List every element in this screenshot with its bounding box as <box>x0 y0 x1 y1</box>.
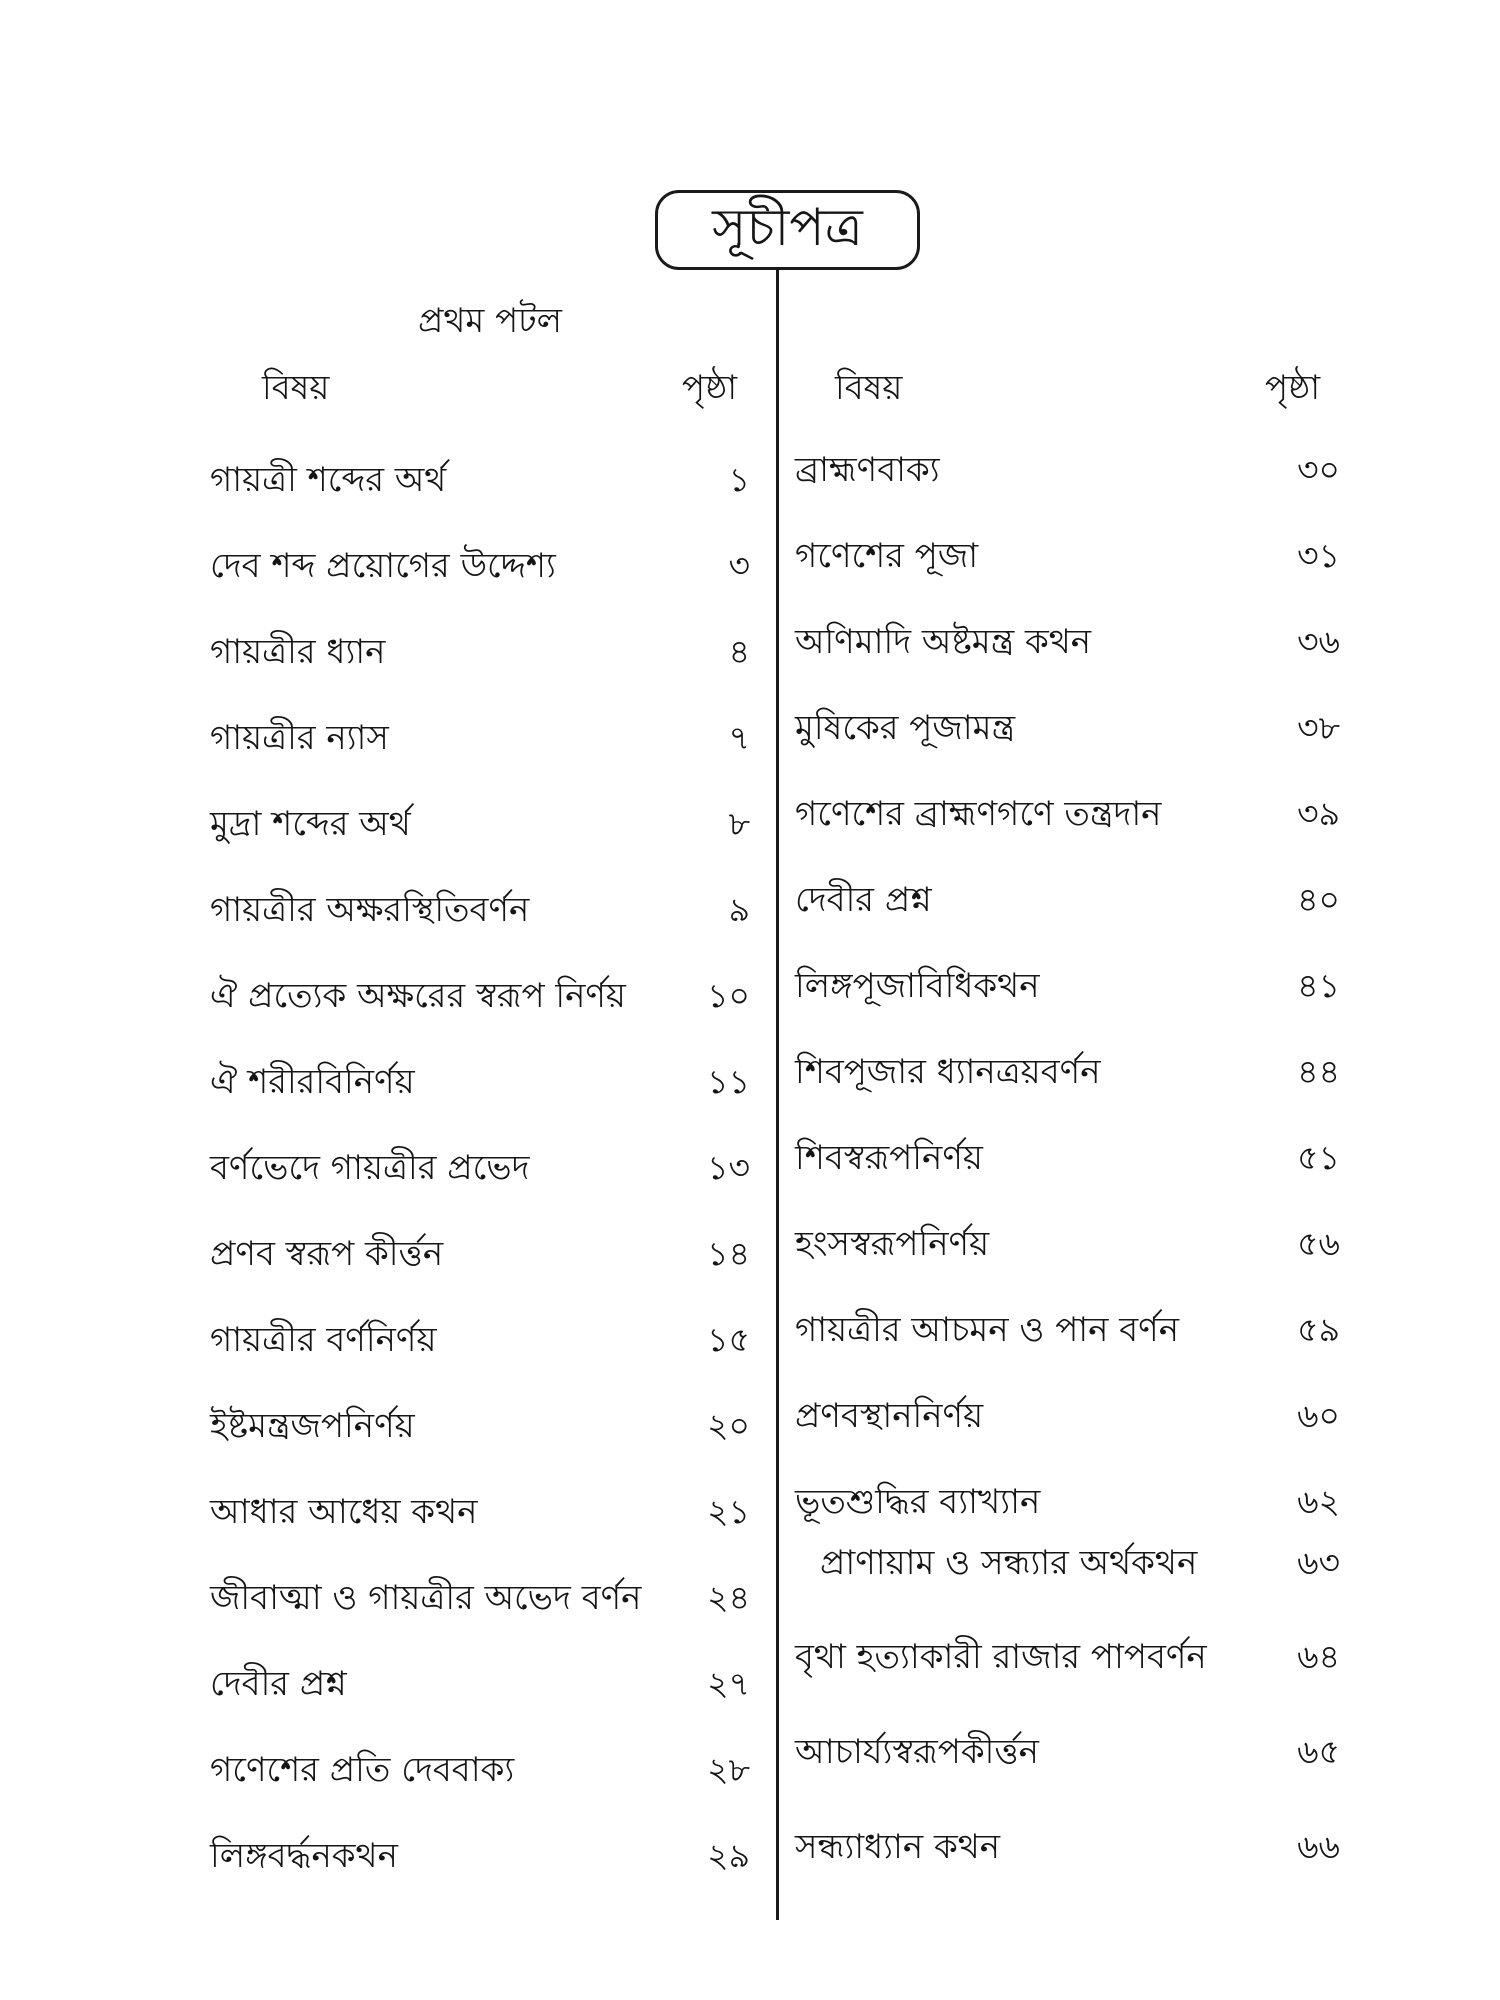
entry-subject: লিঙ্গপূজাবিধিকথন <box>795 966 1040 1006</box>
entry-page: ৫৯ <box>1297 1310 1340 1349</box>
toc-entry <box>210 1659 750 1709</box>
toc-entry <box>210 885 750 935</box>
column-divider <box>776 270 779 1920</box>
entry-page: ৬৪ <box>1297 1637 1340 1676</box>
toc-entry <box>795 875 1340 925</box>
entry-subject: অণিমাদি অষ্টমন্ত্র কথন <box>795 622 1092 662</box>
toc-entry <box>795 1727 1340 1777</box>
entry-subject: ইষ্টমন্ত্রজপনির্ণয় <box>210 1406 415 1446</box>
toc-entry <box>795 789 1340 839</box>
toc-entry <box>795 1477 1340 1527</box>
entry-subject: জীবাত্মা ও গায়ত্রীর অভেদ বর্ণন <box>210 1578 642 1618</box>
toc-entry <box>210 1143 750 1193</box>
toc-entry <box>210 1401 750 1451</box>
right-subject-header: বিষয় <box>835 368 903 408</box>
entry-page: ১৫ <box>707 1320 750 1359</box>
toc-entry <box>795 1219 1340 1269</box>
entry-page: ১ <box>728 460 750 499</box>
entry-subject: বৃথা হত্যাকারী রাজার পাপবর্ণন <box>795 1637 1207 1677</box>
toc-entry <box>795 1047 1340 1097</box>
entry-subject: গণেশের ব্রাহ্মণগণে তন্ত্রদান <box>795 794 1162 834</box>
toc-entry <box>210 1573 750 1623</box>
entry-subject: ঐ শরীরবিনির্ণয় <box>210 1062 415 1102</box>
right-page-header: পৃষ্ঠা <box>1265 368 1321 408</box>
entry-subject: লিঙ্গবর্দ্ধনকথন <box>210 1836 398 1876</box>
entry-page: ৩১ <box>1297 536 1340 575</box>
entry-page: ৬৫ <box>1297 1732 1340 1771</box>
entry-page: ৩ <box>728 546 750 585</box>
entry-page: ১৪ <box>707 1234 750 1273</box>
entry-page: ৭ <box>728 718 750 757</box>
entry-subject: গায়ত্রীর আচমন ও পান বর্ণন <box>795 1310 1180 1350</box>
toc-entry <box>210 1487 750 1537</box>
entry-subject: প্রণবস্থাননির্ণয় <box>795 1396 984 1436</box>
toc-entry <box>795 1538 1340 1588</box>
entry-page: ১৩ <box>707 1148 750 1187</box>
entry-subject: শিবপূজার ধ্যানত্রয়বর্ণন <box>795 1052 1101 1092</box>
entry-page: ২১ <box>707 1492 750 1531</box>
entry-page: ১১ <box>707 1062 750 1101</box>
entry-subject: গায়ত্রীর ধ্যান <box>210 632 386 672</box>
toc-entry <box>210 1057 750 1107</box>
entry-subject: গায়ত্রীর ন্যাস <box>210 718 389 758</box>
entry-subject: ব্রাহ্মণবাক্য <box>795 450 940 490</box>
entry-page: ৪০ <box>1297 880 1340 919</box>
entry-page: ২০ <box>707 1406 750 1445</box>
entry-subject: গায়ত্রী শব্দের অর্থ <box>210 460 447 500</box>
left-subject-header: বিষয় <box>262 368 330 408</box>
entry-page: ৫১ <box>1297 1138 1340 1177</box>
entry-page: ২৮ <box>707 1750 750 1789</box>
toc-entry <box>210 799 750 849</box>
entry-subject: গায়ত্রীর বর্ণনির্ণয় <box>210 1320 437 1360</box>
entry-subject: শিবস্বরূপনির্ণয় <box>795 1138 983 1178</box>
section-heading: প্রথম পটল <box>417 301 563 341</box>
toc-entry <box>795 531 1340 581</box>
toc-entry <box>795 1133 1340 1183</box>
entry-page: ৬৬ <box>1297 1827 1340 1866</box>
toc-entry <box>210 455 750 505</box>
entry-page: ৪৪ <box>1297 1052 1340 1091</box>
entry-page: ৮ <box>728 804 750 843</box>
toc-entry <box>795 617 1340 667</box>
entry-subject: বর্ণভেদে গায়ত্রীর প্রভেদ <box>210 1148 530 1188</box>
entry-page: ৫৬ <box>1297 1224 1340 1263</box>
entry-subject: গণেশের প্রতি দেববাক্য <box>210 1750 515 1790</box>
toc-entry <box>210 627 750 677</box>
entry-page: ৪ <box>728 632 750 671</box>
entry-subject: দেবীর প্রশ্ন <box>210 1664 347 1704</box>
entry-subject: হংসস্বরূপনির্ণয় <box>795 1224 990 1264</box>
toc-entry <box>795 1391 1340 1441</box>
toc-entry <box>210 1745 750 1795</box>
entry-subject: ভূতশুদ্ধির ব্যাখ্যান <box>795 1482 1041 1522</box>
entry-subject: দেবীর প্রশ্ন <box>795 880 932 920</box>
entry-page: ৯ <box>728 890 750 929</box>
toc-entry <box>795 1305 1340 1355</box>
entry-subject: প্রণব স্বরূপ কীর্ত্তন <box>210 1234 444 1274</box>
toc-entry <box>795 1822 1340 1872</box>
toc-entry <box>210 1831 750 1881</box>
entry-page: ৬২ <box>1297 1482 1340 1521</box>
toc-entry <box>210 1315 750 1365</box>
entry-page: ৪১ <box>1297 966 1340 1005</box>
entry-subject: মুষিকের পূজামন্ত্র <box>795 708 1016 748</box>
left-page-header: পৃষ্ঠা <box>682 368 738 408</box>
toc-entry <box>210 541 750 591</box>
entry-page: ৩৮ <box>1297 708 1340 747</box>
page-title: সূচীপত্র <box>655 190 920 270</box>
entry-page: ২৭ <box>707 1664 750 1703</box>
toc-entry <box>210 1229 750 1279</box>
toc-entry <box>210 971 750 1021</box>
entry-page: ৬০ <box>1297 1396 1340 1435</box>
entry-subject: ঐ প্রত্যেক অক্ষরের স্বরূপ নির্ণয় <box>210 976 626 1016</box>
entry-subject: দেব শব্দ প্রয়োগের উদ্দেশ্য <box>210 546 556 586</box>
entry-page: ২৪ <box>707 1578 750 1617</box>
entry-subject: গণেশের পূজা <box>795 536 979 576</box>
toc-entry <box>795 445 1340 495</box>
toc-entry <box>795 703 1340 753</box>
entry-subject: গায়ত্রীর অক্ষরস্থিতিবর্ণন <box>210 890 530 930</box>
entry-subject: প্রাণায়াম ও সন্ধ্যার অর্থকথন <box>820 1543 1198 1583</box>
entry-page: ৬৩ <box>1297 1543 1340 1582</box>
entry-page: ৩০ <box>1297 450 1340 489</box>
entry-page: ৩৯ <box>1297 794 1340 833</box>
entry-subject: সন্ধ্যাধ্যান কথন <box>795 1827 1001 1867</box>
entry-page: ১০ <box>707 976 750 1015</box>
entry-subject: আচার্য্যস্বরূপকীর্ত্তন <box>795 1732 1039 1772</box>
toc-entry <box>795 961 1340 1011</box>
entry-subject: আধার আধেয় কথন <box>210 1492 478 1532</box>
entry-page: ২৯ <box>707 1836 750 1875</box>
toc-entry <box>795 1632 1340 1682</box>
toc-entry <box>210 713 750 763</box>
entry-subject: মুদ্রা শব্দের অর্থ <box>210 804 411 844</box>
entry-page: ৩৬ <box>1297 622 1340 661</box>
